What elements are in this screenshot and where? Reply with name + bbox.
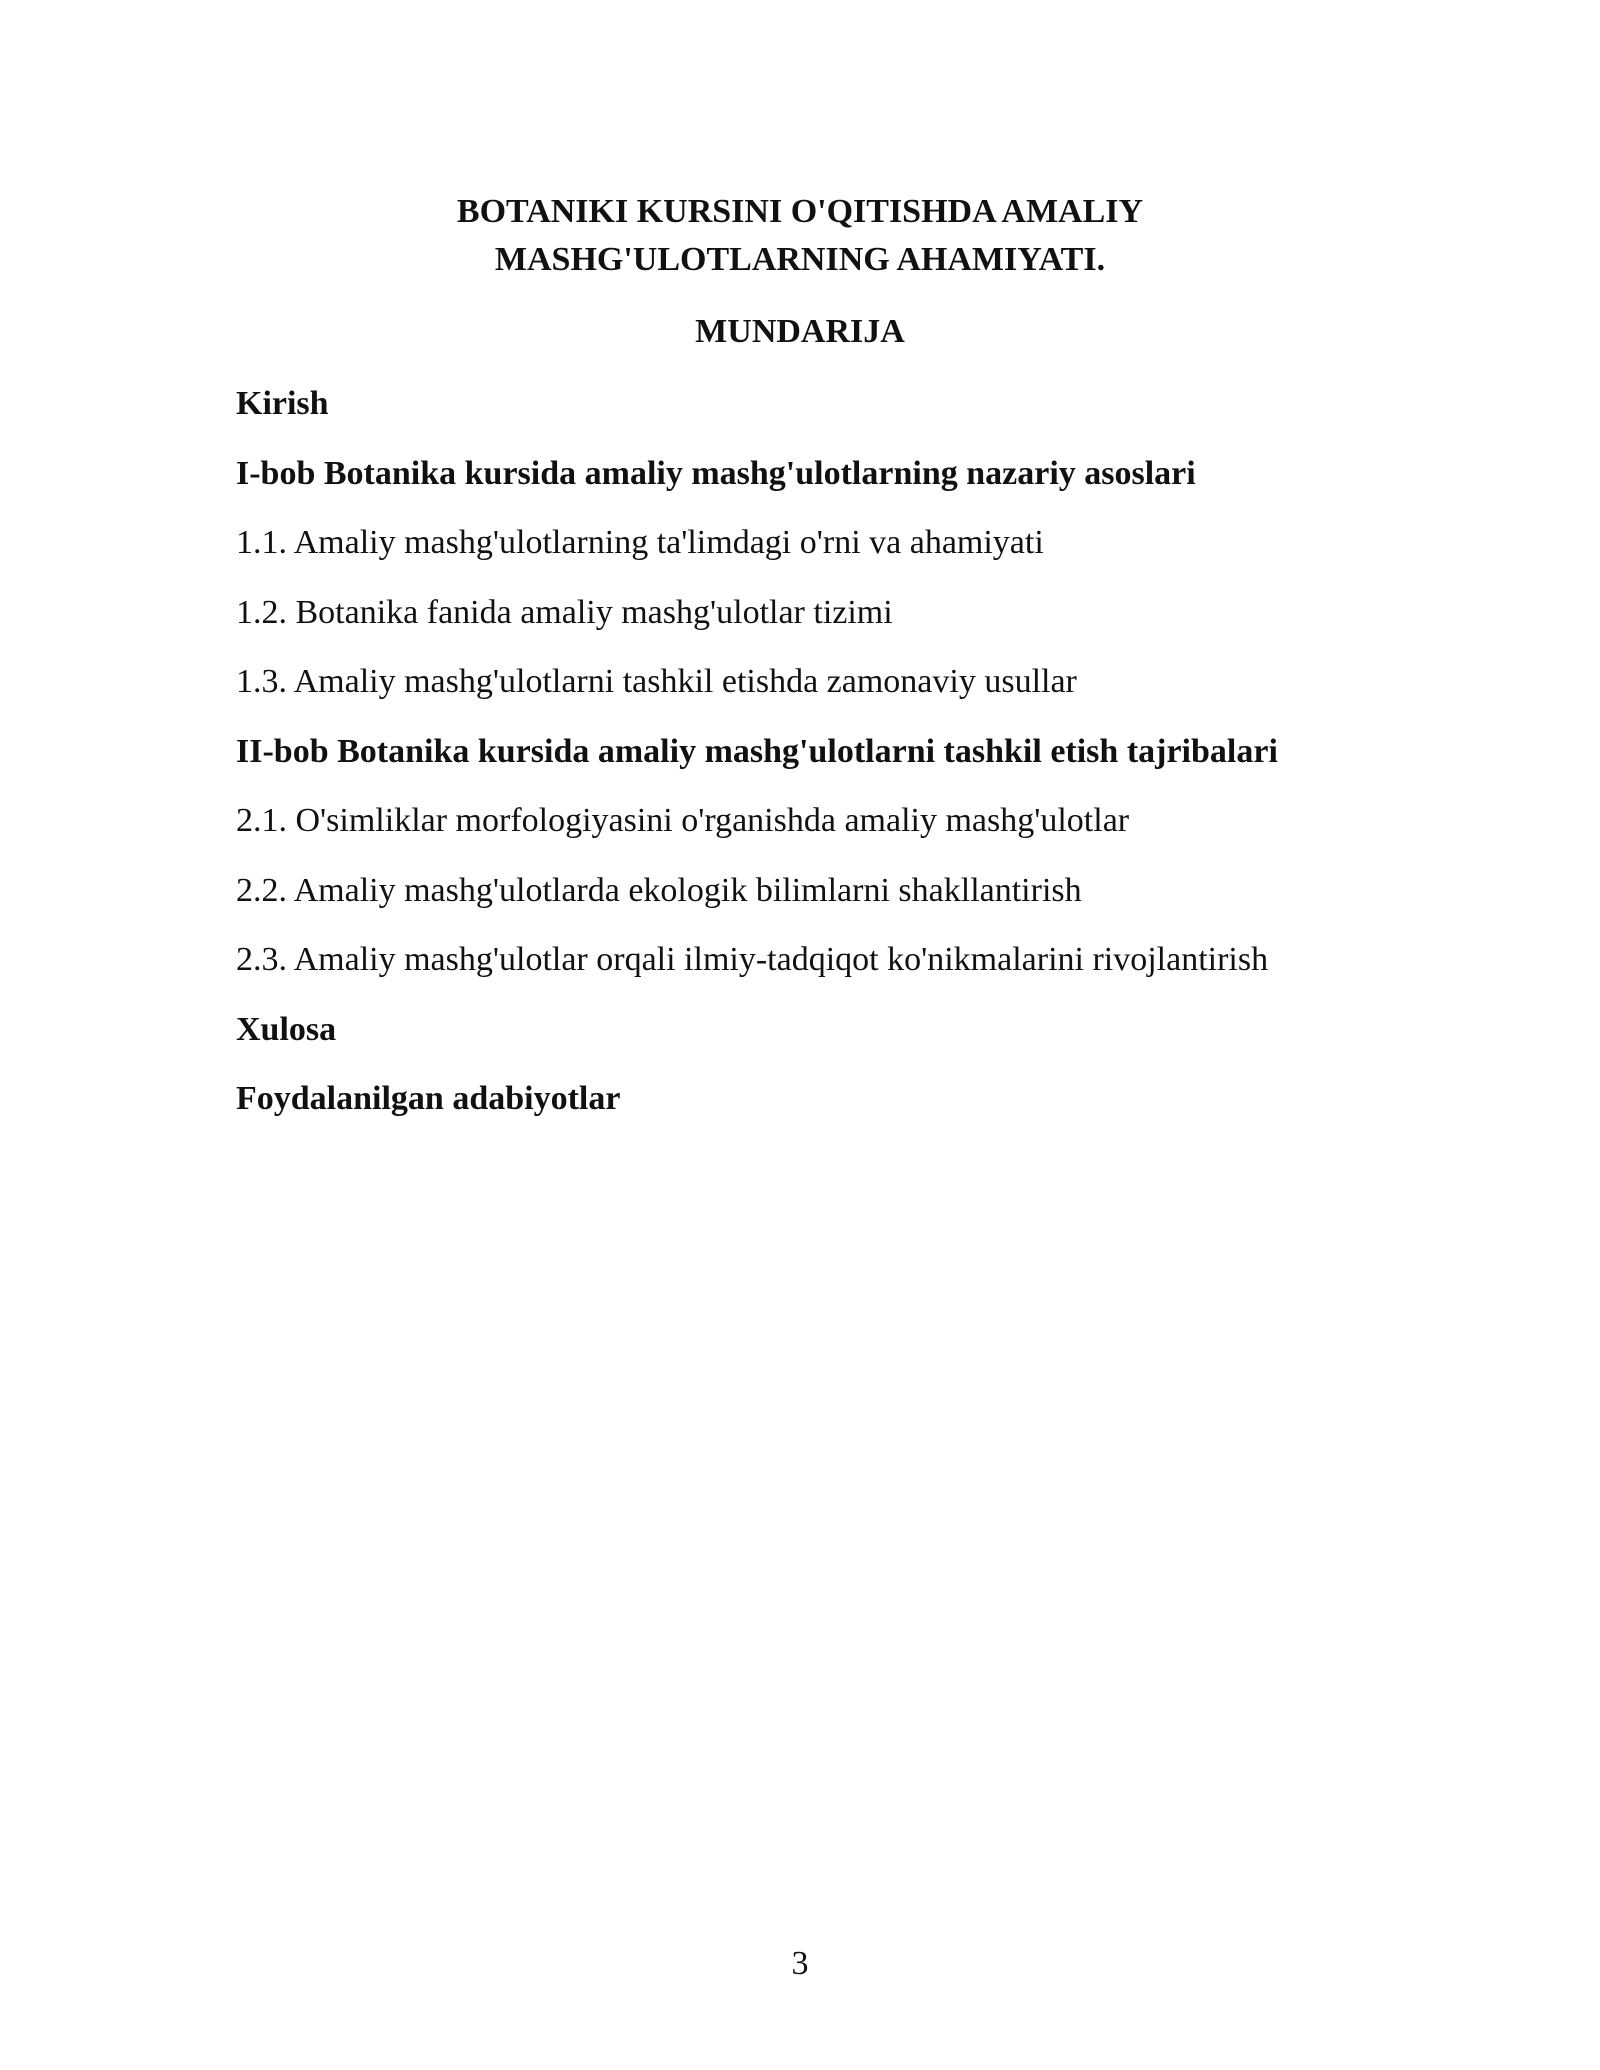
toc-item-kirish: Kirish: [236, 385, 329, 422]
toc-item-2-1: 2.1. O'simliklar morfologiyasini o'rganishda amaliy mashg'ulotlar: [236, 802, 1130, 839]
toc-item-2-3: 2.3. Amaliy mashg'ulotlar orqali ilmiy-tadqiqot ko'nikmalarini rivojlantirish: [236, 941, 1269, 978]
table-of-contents: [236, 380, 1436, 1145]
toc-item-chapter-1: I-bob Botanika kursida amaliy mashg'ulotlarning nazariy asoslari: [236, 454, 1196, 492]
toc-item-adabiyotlar: Foydalanilgan adabiyotlar: [236, 1080, 621, 1117]
page-number: 3: [791, 1945, 809, 1982]
toc-item-2-2: 2.2. Amaliy mashg'ulotlarda ekologik bilimlarni shakllantirish: [236, 871, 1082, 909]
document-title: [0, 188, 1600, 284]
toc-item-1-2: 1.2. Botanika fanida amaliy mashg'ulotlar tizimi: [236, 593, 893, 631]
document-title-line-2: MASHG'ULOTLARNING AHAMIYATI.: [494, 241, 1106, 278]
document-title-line-1: BOTANIKI KURSINI O'QITISHDA AMALIY: [456, 193, 1144, 230]
toc-item-1-3: 1.3. Amaliy mashg'ulotlarni tashkil etishda zamonaviy usullar: [236, 663, 1077, 700]
toc-item-xulosa: Xulosa: [236, 1010, 337, 1048]
toc-item-1-1: 1.1. Amaliy mashg'ulotlarning ta'limdagi o'rni va ahamiyati: [236, 524, 1044, 561]
toc-item-chapter-2: II-bob Botanika kursida amaliy mashg'ulotlarni tashkil etish tajribalari: [236, 732, 1278, 770]
toc-heading: MUNDARIJA: [695, 313, 905, 350]
